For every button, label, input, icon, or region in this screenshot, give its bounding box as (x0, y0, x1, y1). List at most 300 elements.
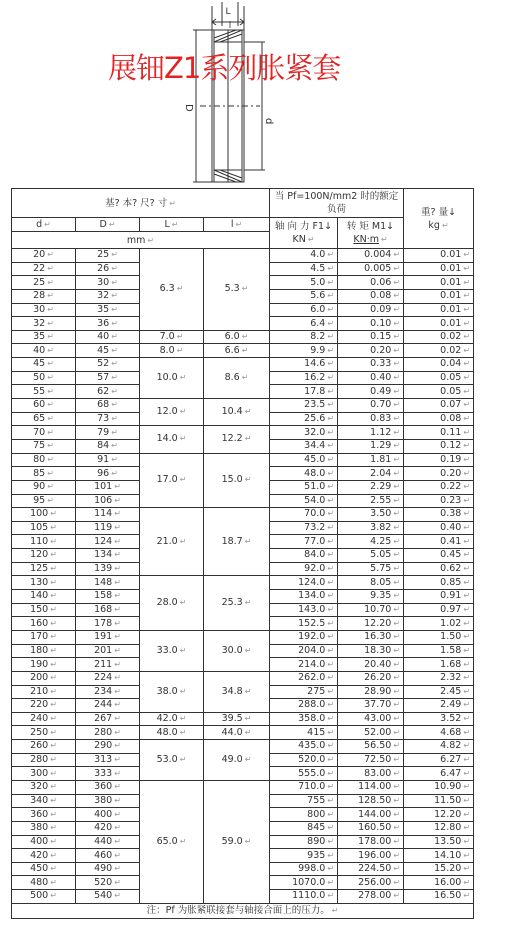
cell-torque: 8.05 ↵ (338, 576, 404, 590)
cell-axial-force: 34.4 ↵ (270, 439, 338, 453)
cell-axial-force: 5.0 ↵ (270, 276, 338, 290)
cell-axial-force: 4.0 ↵ (270, 249, 338, 263)
table-row (12, 671, 474, 685)
table-row (12, 576, 474, 590)
cell-d: 240 ↵ (12, 712, 76, 726)
sleeve-cross-section-drawing (0, 0, 512, 190)
cell-weight: 15.20 ↵ (404, 862, 474, 876)
cell-d: 180 ↵ (12, 644, 76, 658)
cell-D: 178 ↵ (76, 617, 140, 631)
cell-D: 380 ↵ (76, 794, 140, 808)
cell-d: 300 ↵ (12, 767, 76, 781)
cell-D: 224 ↵ (76, 671, 140, 685)
cell-torque: 0.09 ↵ (338, 303, 404, 317)
col-header-D: D ↵ (76, 218, 140, 232)
cell-axial-force: 8.2 ↵ (270, 330, 338, 344)
cell-weight: 0.07 ↵ (404, 399, 474, 413)
cell-D: 25 ↵ (76, 249, 140, 263)
cell-D: 490 ↵ (76, 862, 140, 876)
cell-torque: 37.70 ↵ (338, 699, 404, 713)
cell-weight: 0.02 ↵ (404, 330, 474, 344)
cell-d: 110 ↵ (12, 535, 76, 549)
cell-torque: 9.35 ↵ (338, 590, 404, 604)
cell-torque: 0.004 ↵ (338, 249, 404, 263)
cell-D: 40 ↵ (76, 330, 140, 344)
cell-l: 15.0 ↵ (204, 453, 270, 508)
cell-D: 139 ↵ (76, 562, 140, 576)
cell-weight: 0.91 ↵ (404, 590, 474, 604)
cell-D: 211 ↵ (76, 658, 140, 672)
cell-axial-force: 25.6 ↵ (270, 412, 338, 426)
cell-weight: 1.58 ↵ (404, 644, 474, 658)
cell-axial-force: 32.0 ↵ (270, 426, 338, 440)
cell-d: 480 ↵ (12, 876, 76, 890)
cell-l: 12.2 ↵ (204, 426, 270, 453)
table-row (12, 712, 474, 726)
cell-axial-force: 1110.0 ↵ (270, 890, 338, 904)
cell-axial-force: 152.5 ↵ (270, 617, 338, 631)
cell-d: 22 ↵ (12, 262, 76, 276)
cell-torque: 3.50 ↵ (338, 508, 404, 522)
cell-L: 28.0 ↵ (140, 576, 204, 631)
cell-torque: 1.81 ↵ (338, 453, 404, 467)
cell-D: 96 ↵ (76, 467, 140, 481)
cell-D: 114 ↵ (76, 508, 140, 522)
cell-weight: 0.85 ↵ (404, 576, 474, 590)
table-row (12, 249, 474, 263)
cell-L: 6.3 ↵ (140, 249, 204, 331)
cell-L: 38.0 ↵ (140, 671, 204, 712)
cell-d: 320 ↵ (12, 780, 76, 794)
cell-torque: 0.33 ↵ (338, 358, 404, 372)
cell-torque: 2.04 ↵ (338, 467, 404, 481)
cell-d: 400 ↵ (12, 835, 76, 849)
table-row (12, 508, 474, 522)
cell-axial-force: 1070.0 ↵ (270, 876, 338, 890)
cell-D: 35 ↵ (76, 303, 140, 317)
unit-mm-header: mm ↵ (12, 232, 270, 249)
cell-weight: 0.23 ↵ (404, 494, 474, 508)
cell-weight: 2.45 ↵ (404, 685, 474, 699)
cell-D: 134 ↵ (76, 549, 140, 563)
cell-L: 48.0 ↵ (140, 726, 204, 740)
cell-torque: 1.12 ↵ (338, 426, 404, 440)
cell-D: 280 ↵ (76, 726, 140, 740)
cell-l: 8.6 ↵ (204, 358, 270, 399)
cell-weight: 0.62 ↵ (404, 562, 474, 576)
cell-weight: 0.01 ↵ (404, 249, 474, 263)
cell-L: 7.0 ↵ (140, 330, 204, 344)
dim-L-label: L (225, 7, 231, 17)
cell-torque: 0.15 ↵ (338, 330, 404, 344)
cell-axial-force: 51.0 ↵ (270, 480, 338, 494)
cell-torque: 144.00 ↵ (338, 808, 404, 822)
cell-d: 60 ↵ (12, 399, 76, 413)
cell-torque: 0.83 ↵ (338, 412, 404, 426)
col-header-l: l ↵ (204, 218, 270, 232)
cell-axial-force: 84.0 ↵ (270, 549, 338, 563)
cell-D: 158 ↵ (76, 590, 140, 604)
dim-d-label: d (263, 118, 274, 125)
cell-torque: 72.50 ↵ (338, 753, 404, 767)
cell-torque: 28.90 ↵ (338, 685, 404, 699)
cell-torque: 178.00 ↵ (338, 835, 404, 849)
cell-torque: 43.00 ↵ (338, 712, 404, 726)
cell-D: 45 ↵ (76, 344, 140, 358)
cell-axial-force: 800 ↵ (270, 808, 338, 822)
cell-d: 30 ↵ (12, 303, 76, 317)
cell-weight: 12.20 ↵ (404, 808, 474, 822)
cell-d: 70 ↵ (12, 426, 76, 440)
cell-weight: 3.52 ↵ (404, 712, 474, 726)
cell-l: 25.3 ↵ (204, 576, 270, 631)
cell-l: 59.0 ↵ (204, 780, 270, 903)
cell-L: 14.0 ↵ (140, 426, 204, 453)
cell-axial-force: 555.0 ↵ (270, 767, 338, 781)
cell-D: 267 ↵ (76, 712, 140, 726)
cell-d: 200 ↵ (12, 671, 76, 685)
cell-d: 40 ↵ (12, 344, 76, 358)
cell-d: 150 ↵ (12, 603, 76, 617)
cell-l: 6.6 ↵ (204, 344, 270, 358)
basic-dimensions-header: 基? 本? 尺? 寸 ↵ (12, 189, 270, 218)
cell-weight: 0.20 ↵ (404, 467, 474, 481)
cell-d: 210 ↵ (12, 685, 76, 699)
cell-axial-force: 415 ↵ (270, 726, 338, 740)
cell-weight: 0.97 ↵ (404, 603, 474, 617)
cell-D: 168 ↵ (76, 603, 140, 617)
cell-torque: 0.10 ↵ (338, 317, 404, 331)
cell-axial-force: 48.0 ↵ (270, 467, 338, 481)
cell-d: 32 ↵ (12, 317, 76, 331)
cell-torque: 18.30 ↵ (338, 644, 404, 658)
cell-D: 106 ↵ (76, 494, 140, 508)
cell-L: 8.0 ↵ (140, 344, 204, 358)
cell-weight: 0.05 ↵ (404, 385, 474, 399)
cell-d: 65 ↵ (12, 412, 76, 426)
cell-torque: 3.82 ↵ (338, 521, 404, 535)
cell-axial-force: 16.2 ↵ (270, 371, 338, 385)
cell-axial-force: 204.0 ↵ (270, 644, 338, 658)
cell-D: 73 ↵ (76, 412, 140, 426)
cell-D: 191 ↵ (76, 630, 140, 644)
cell-d: 160 ↵ (12, 617, 76, 631)
cell-axial-force: 214.0 ↵ (270, 658, 338, 672)
cell-D: 79 ↵ (76, 426, 140, 440)
cell-D: 148 ↵ (76, 576, 140, 590)
cell-d: 50 ↵ (12, 371, 76, 385)
cell-weight: 0.04 ↵ (404, 358, 474, 372)
cell-torque: 0.06 ↵ (338, 276, 404, 290)
cell-d: 95 ↵ (12, 494, 76, 508)
cell-l: 49.0 ↵ (204, 740, 270, 781)
cell-axial-force: 45.0 ↵ (270, 453, 338, 467)
cell-torque: 160.50 ↵ (338, 821, 404, 835)
cell-d: 380 ↵ (12, 821, 76, 835)
cell-weight: 0.38 ↵ (404, 508, 474, 522)
table-row (12, 358, 474, 372)
cell-D: 119 ↵ (76, 521, 140, 535)
rated-load-header: 当 Pf=100N/mm2 时的额定负荷 (270, 189, 404, 218)
cell-axial-force: 6.4 ↵ (270, 317, 338, 331)
cell-axial-force: 77.0 ↵ (270, 535, 338, 549)
cell-l: 39.5 ↵ (204, 712, 270, 726)
cell-torque: 20.40 ↵ (338, 658, 404, 672)
cell-l: 6.0 ↵ (204, 330, 270, 344)
table-row (12, 330, 474, 344)
cell-d: 55 ↵ (12, 385, 76, 399)
cell-torque: 10.70 ↵ (338, 603, 404, 617)
cell-weight: 0.01 ↵ (404, 317, 474, 331)
cell-weight: 0.40 ↵ (404, 521, 474, 535)
cell-torque: 2.29 ↵ (338, 480, 404, 494)
cell-axial-force: 54.0 ↵ (270, 494, 338, 508)
cell-axial-force: 275 ↵ (270, 685, 338, 699)
cell-D: 32 ↵ (76, 289, 140, 303)
spec-table (11, 188, 474, 919)
cell-weight: 14.10 ↵ (404, 849, 474, 863)
cell-D: 244 ↵ (76, 699, 140, 713)
table-row (12, 780, 474, 794)
cell-axial-force: 288.0 ↵ (270, 699, 338, 713)
table-row (12, 740, 474, 754)
cell-weight: 0.11 ↵ (404, 426, 474, 440)
spec-table-body (12, 249, 474, 904)
cell-weight: 12.80 ↵ (404, 821, 474, 835)
cell-d: 105 ↵ (12, 521, 76, 535)
cell-axial-force: 14.6 ↵ (270, 358, 338, 372)
cell-axial-force: 890 ↵ (270, 835, 338, 849)
cell-axial-force: 845 ↵ (270, 821, 338, 835)
cell-l: 30.0 ↵ (204, 630, 270, 671)
cell-torque: 278.00 ↵ (338, 890, 404, 904)
cell-D: 440 ↵ (76, 835, 140, 849)
cell-torque: 1.29 ↵ (338, 439, 404, 453)
cell-torque: 26.20 ↵ (338, 671, 404, 685)
cell-L: 17.0 ↵ (140, 453, 204, 508)
cell-torque: 5.75 ↵ (338, 562, 404, 576)
cell-torque: 83.00 ↵ (338, 767, 404, 781)
cell-d: 500 ↵ (12, 890, 76, 904)
cell-D: 333 ↵ (76, 767, 140, 781)
cell-torque: 12.20 ↵ (338, 617, 404, 631)
cell-axial-force: 134.0 ↵ (270, 590, 338, 604)
cell-weight: 0.22 ↵ (404, 480, 474, 494)
cell-weight: 0.01 ↵ (404, 262, 474, 276)
cell-weight: 0.01 ↵ (404, 276, 474, 290)
document-title: 展钿Z1系列胀紧套 (108, 51, 341, 85)
cell-D: 52 ↵ (76, 358, 140, 372)
cell-torque: 5.05 ↵ (338, 549, 404, 563)
cell-d: 280 ↵ (12, 753, 76, 767)
cell-axial-force: 70.0 ↵ (270, 508, 338, 522)
cell-weight: 1.68 ↵ (404, 658, 474, 672)
cell-D: 124 ↵ (76, 535, 140, 549)
cell-d: 45 ↵ (12, 358, 76, 372)
cell-D: 91 ↵ (76, 453, 140, 467)
cell-axial-force: 124.0 ↵ (270, 576, 338, 590)
cell-torque: 16.30 ↵ (338, 630, 404, 644)
cell-torque: 0.40 ↵ (338, 371, 404, 385)
cell-d: 340 ↵ (12, 794, 76, 808)
cell-axial-force: 710.0 ↵ (270, 780, 338, 794)
cell-L: 33.0 ↵ (140, 630, 204, 671)
cell-weight: 2.32 ↵ (404, 671, 474, 685)
cell-weight: 0.41 ↵ (404, 535, 474, 549)
cell-torque: 56.50 ↵ (338, 740, 404, 754)
cell-d: 75 ↵ (12, 439, 76, 453)
cell-L: 12.0 ↵ (140, 399, 204, 426)
cell-l: 34.8 ↵ (204, 671, 270, 712)
cell-weight: 4.68 ↵ (404, 726, 474, 740)
cell-D: 26 ↵ (76, 262, 140, 276)
table-row (12, 426, 474, 440)
cell-axial-force: 73.2 ↵ (270, 521, 338, 535)
cell-torque: 128.50 ↵ (338, 794, 404, 808)
cell-d: 450 ↵ (12, 862, 76, 876)
cell-axial-force: 435.0 ↵ (270, 740, 338, 754)
cell-d: 100 ↵ (12, 508, 76, 522)
table-row (12, 726, 474, 740)
cell-d: 260 ↵ (12, 740, 76, 754)
cell-l: 10.4 ↵ (204, 399, 270, 426)
cell-D: 420 ↵ (76, 821, 140, 835)
cell-l: 18.7 ↵ (204, 508, 270, 576)
cell-axial-force: 755 ↵ (270, 794, 338, 808)
cell-L: 21.0 ↵ (140, 508, 204, 576)
cell-L: 42.0 ↵ (140, 712, 204, 726)
cell-d: 220 ↵ (12, 699, 76, 713)
cell-L: 53.0 ↵ (140, 740, 204, 781)
cell-axial-force: 4.5 ↵ (270, 262, 338, 276)
axial-force-header: 轴 向 力 F1↓ KN ↵ (270, 218, 338, 249)
cell-weight: 13.50 ↵ (404, 835, 474, 849)
cell-d: 90 ↵ (12, 480, 76, 494)
cell-torque: 196.00 ↵ (338, 849, 404, 863)
cell-D: 36 ↵ (76, 317, 140, 331)
cell-weight: 6.27 ↵ (404, 753, 474, 767)
cell-torque: 0.20 ↵ (338, 344, 404, 358)
cell-d: 125 ↵ (12, 562, 76, 576)
cell-d: 140 ↵ (12, 590, 76, 604)
cell-l: 44.0 ↵ (204, 726, 270, 740)
cell-axial-force: 262.0 ↵ (270, 671, 338, 685)
cell-d: 360 ↵ (12, 808, 76, 822)
col-header-d: d ↵ (12, 218, 76, 232)
cell-D: 360 ↵ (76, 780, 140, 794)
cell-torque: 114.00 ↵ (338, 780, 404, 794)
cell-d: 25 ↵ (12, 276, 76, 290)
cell-weight: 0.05 ↵ (404, 371, 474, 385)
cell-d: 35 ↵ (12, 330, 76, 344)
cell-D: 68 ↵ (76, 399, 140, 413)
cell-D: 201 ↵ (76, 644, 140, 658)
cell-L: 10.0 ↵ (140, 358, 204, 399)
cell-D: 30 ↵ (76, 276, 140, 290)
cell-weight: 2.49 ↵ (404, 699, 474, 713)
cell-weight: 10.90 ↵ (404, 780, 474, 794)
cell-torque: 2.55 ↵ (338, 494, 404, 508)
cell-axial-force: 935 ↵ (270, 849, 338, 863)
cell-D: 460 ↵ (76, 849, 140, 863)
cell-weight: 1.02 ↵ (404, 617, 474, 631)
dim-l-label: l (228, 21, 232, 31)
cell-weight: 0.12 ↵ (404, 439, 474, 453)
cell-axial-force: 143.0 ↵ (270, 603, 338, 617)
cell-weight: 0.01 ↵ (404, 303, 474, 317)
cell-D: 400 ↵ (76, 808, 140, 822)
cell-axial-force: 6.0 ↵ (270, 303, 338, 317)
cell-axial-force: 192.0 ↵ (270, 630, 338, 644)
cell-D: 234 ↵ (76, 685, 140, 699)
cell-axial-force: 17.8 ↵ (270, 385, 338, 399)
cell-torque: 224.50 ↵ (338, 862, 404, 876)
cell-weight: 16.00 ↵ (404, 876, 474, 890)
dim-D-label: D (183, 104, 194, 112)
cell-torque: 256.00 ↵ (338, 876, 404, 890)
cell-axial-force: 998.0 ↵ (270, 862, 338, 876)
cell-weight: 0.19 ↵ (404, 453, 474, 467)
cell-d: 28 ↵ (12, 289, 76, 303)
cell-L: 65.0 ↵ (140, 780, 204, 903)
cell-axial-force: 92.0 ↵ (270, 562, 338, 576)
cell-D: 84 ↵ (76, 439, 140, 453)
cell-weight: 0.01 ↵ (404, 289, 474, 303)
cell-D: 540 ↵ (76, 890, 140, 904)
cell-l: 5.3 ↵ (204, 249, 270, 331)
table-row (12, 630, 474, 644)
table-note: 注：Pf 为胀紧联接套与轴接合面上的压力。 ↵ (12, 903, 474, 918)
cell-d: 190 ↵ (12, 658, 76, 672)
cell-weight: 16.50 ↵ (404, 890, 474, 904)
cell-d: 80 ↵ (12, 453, 76, 467)
cell-d: 120 ↵ (12, 549, 76, 563)
cell-weight: 1.50 ↵ (404, 630, 474, 644)
cell-weight: 0.45 ↵ (404, 549, 474, 563)
cell-weight: 6.47 ↵ (404, 767, 474, 781)
cell-D: 520 ↵ (76, 876, 140, 890)
cell-torque: 52.00 ↵ (338, 726, 404, 740)
table-row (12, 344, 474, 358)
cell-weight: 11.50 ↵ (404, 794, 474, 808)
cell-d: 20 ↵ (12, 249, 76, 263)
spec-table-container (11, 188, 473, 919)
cell-D: 62 ↵ (76, 385, 140, 399)
weight-header: 重? 量↓ kg ↵ (404, 189, 474, 249)
cell-torque: 4.25 ↵ (338, 535, 404, 549)
torque-header: 转 矩 M1↓ KN·m ↵ (338, 218, 404, 249)
cell-d: 130 ↵ (12, 576, 76, 590)
table-row (12, 399, 474, 413)
cell-torque: 0.005 ↵ (338, 262, 404, 276)
cell-torque: 0.49 ↵ (338, 385, 404, 399)
cell-D: 313 ↵ (76, 753, 140, 767)
cell-axial-force: 358.0 ↵ (270, 712, 338, 726)
cell-weight: 0.02 ↵ (404, 344, 474, 358)
cell-D: 57 ↵ (76, 371, 140, 385)
cell-D: 290 ↵ (76, 740, 140, 754)
table-row (12, 453, 474, 467)
cell-d: 85 ↵ (12, 467, 76, 481)
cell-D: 101 ↵ (76, 480, 140, 494)
cell-torque: 0.70 ↵ (338, 399, 404, 413)
col-header-L: L ↵ (140, 218, 204, 232)
cell-torque: 0.08 ↵ (338, 289, 404, 303)
cell-d: 170 ↵ (12, 630, 76, 644)
cell-weight: 4.82 ↵ (404, 740, 474, 754)
cell-weight: 0.08 ↵ (404, 412, 474, 426)
cell-axial-force: 520.0 ↵ (270, 753, 338, 767)
